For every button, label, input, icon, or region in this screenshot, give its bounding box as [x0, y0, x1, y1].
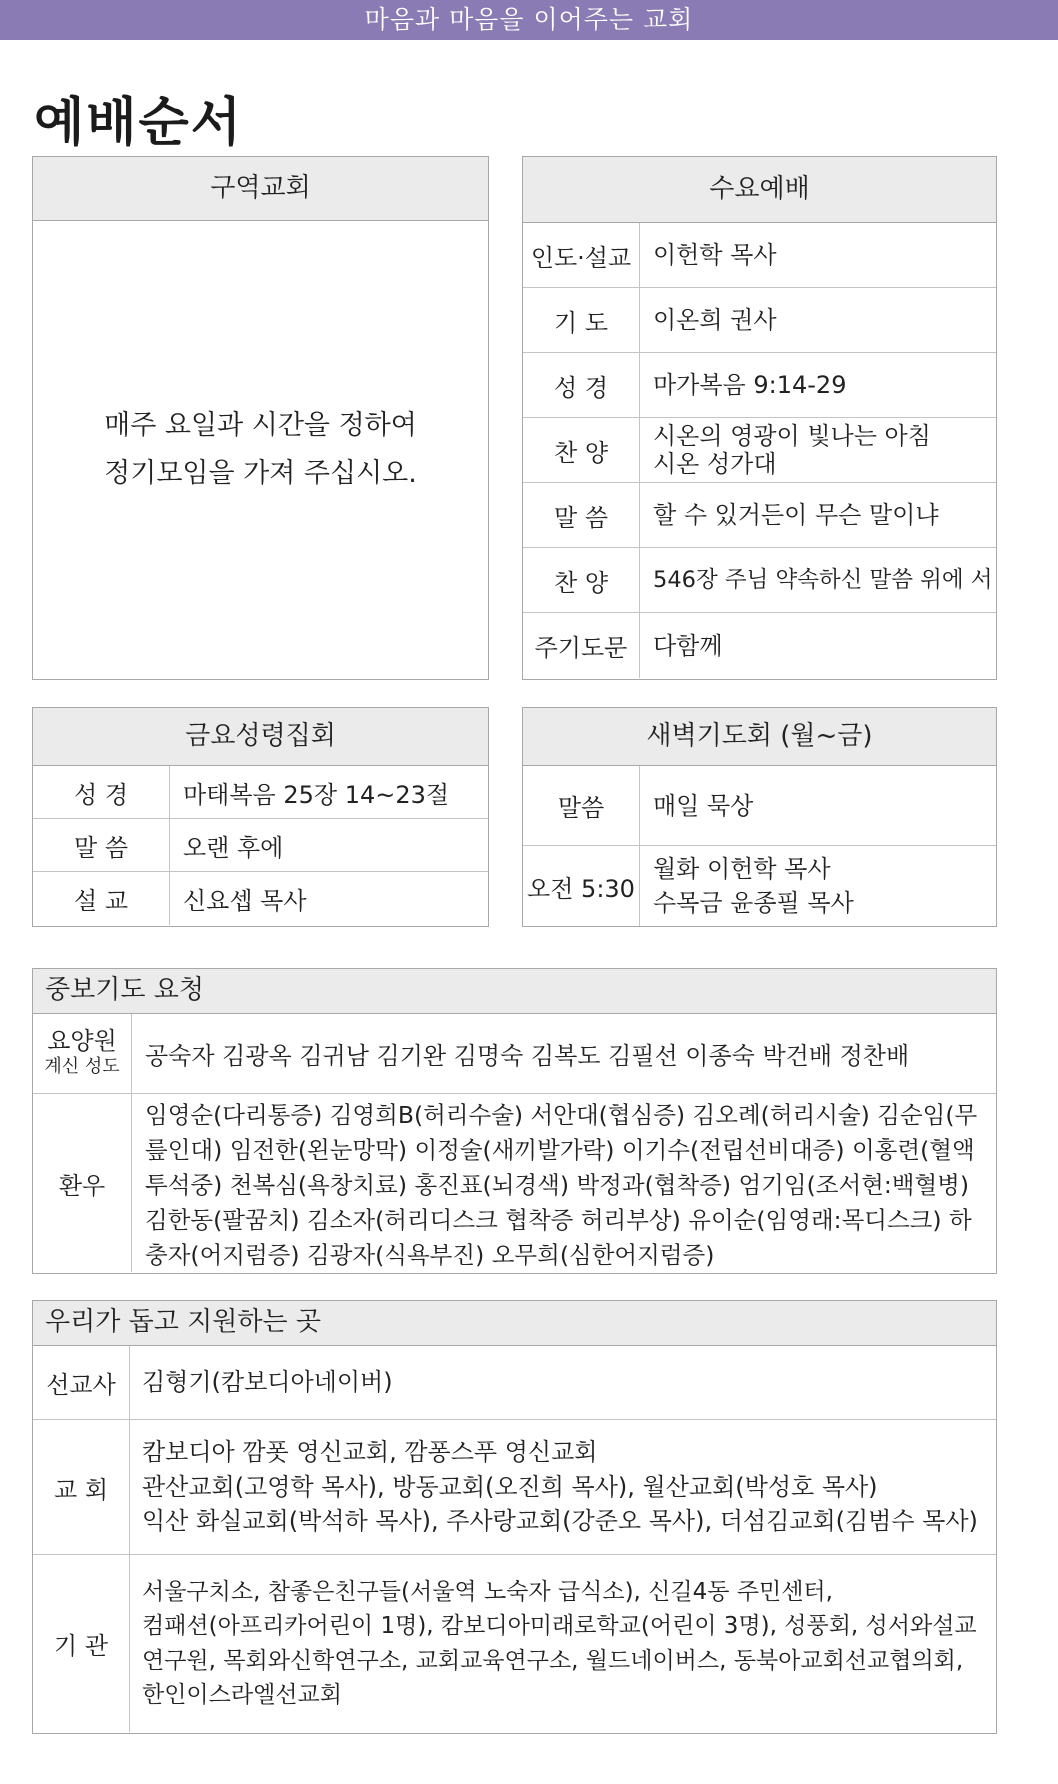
row-label: 오전 5:30: [523, 846, 640, 926]
support-row: [33, 1346, 996, 1420]
service-row: [523, 613, 996, 678]
support-line: 익산 화실교회(박석하 목사), 주사랑교회(강준오 목사), 더섬김교회(김범수 목사): [142, 1507, 978, 1536]
service-row: [523, 483, 996, 548]
row-value: 이헌학 목사: [653, 241, 777, 269]
district-church-line: 매주 요일과 시간을 정하여: [104, 409, 417, 441]
row-value: 이온희 권사: [653, 306, 777, 334]
row-value: [640, 418, 996, 482]
support-row: [33, 1420, 996, 1555]
support-line: 컴패션(아프리카어린이 1명), 캄보디아미래로학교(어린이 3명), 성풍회, 성서와설교: [142, 1613, 977, 1639]
leader-line: 수목금 윤종필 목사: [653, 889, 854, 917]
support-row: [33, 1555, 996, 1732]
row-label-sub: 계신 성도: [44, 1055, 120, 1077]
district-church-line: 정기모임을 가져 주십시오.: [104, 457, 417, 489]
service-row: [523, 766, 996, 846]
hymn-title: 시온의 영광이 빛나는 아침: [653, 422, 931, 450]
support-line: 한인이스라엘선교회: [142, 1682, 342, 1708]
row-value: [130, 1346, 996, 1419]
service-row: [523, 223, 996, 288]
support-line: 김형기(캄보디아네이버): [142, 1368, 393, 1397]
district-church-body: [33, 221, 488, 678]
service-row: [33, 872, 488, 925]
row-label: 말 씀: [33, 819, 170, 871]
support-title: 우리가 돕고 지원하는 곳: [33, 1301, 996, 1346]
support-box: [32, 1300, 997, 1734]
row-label: 기 도: [523, 288, 640, 352]
row-value: 매일 묵상: [653, 791, 754, 820]
row-label: 성 경: [523, 353, 640, 417]
district-church-box: [32, 156, 489, 680]
row-value: 공숙자 김광옥 김귀남 김기완 김명숙 김복도 김필선 이종숙 박건배 정찬배: [145, 1042, 910, 1070]
service-row: [523, 846, 996, 926]
prayer-row: [33, 1094, 996, 1272]
dawn-prayer-title: 새벽기도회 (월~금): [523, 708, 996, 766]
row-value: 다함께: [653, 631, 723, 660]
row-value: [640, 846, 996, 926]
district-church-title: 구역교회: [33, 157, 488, 221]
row-label: 찬 양: [523, 548, 640, 612]
row-value: 마태복음 25장 14~23절: [183, 780, 450, 809]
wednesday-service-title: 수요예배: [523, 157, 996, 223]
row-label: 찬 양: [523, 418, 640, 482]
service-row: [523, 548, 996, 613]
wednesday-service-box: [522, 156, 997, 680]
dawn-prayer-box: [522, 707, 997, 927]
row-label: 선교사: [33, 1346, 130, 1419]
service-row: [523, 288, 996, 353]
row-value: 마가복음 9:14-29: [653, 371, 847, 399]
service-row: [523, 353, 996, 418]
row-value: [130, 1555, 996, 1732]
row-label-main: 요양원: [47, 1026, 117, 1055]
row-label: [33, 1014, 132, 1093]
row-value: 오랜 후에: [183, 833, 284, 862]
row-label: 교 회: [33, 1420, 130, 1554]
support-line: 관산교회(고영학 목사), 방동교회(오진희 목사), 월산교회(박성호 목사): [142, 1472, 878, 1501]
support-line: 캄보디아 깜폿 영신교회, 깜퐁스푸 영신교회: [142, 1438, 598, 1467]
row-label: 설 교: [33, 872, 170, 925]
row-label: 환우: [33, 1094, 132, 1272]
support-line: 서울구치소, 참좋은친구들(서울역 노숙자 급식소), 신길4동 주민센터,: [142, 1578, 833, 1605]
friday-meeting-title: 금요성령집회: [33, 708, 488, 766]
row-label: 말씀: [523, 766, 640, 845]
hymn-performer: 시온 성가대: [653, 450, 777, 478]
service-row: [33, 819, 488, 872]
row-label: 성 경: [33, 766, 170, 818]
row-value: 할 수 있거든이 무슨 말이냐: [653, 501, 939, 529]
service-row: [33, 766, 488, 819]
row-value: [130, 1420, 996, 1554]
prayer-row: [33, 1014, 996, 1094]
support-line: 연구원, 목회와신학연구소, 교회교육연구소, 월드네이버스, 동북아교회선교협의회,: [142, 1647, 964, 1674]
page-title: 예배순서: [34, 93, 243, 153]
row-value: 546장 주님 약속하신 말씀 위에 서: [653, 567, 993, 593]
service-row: [523, 418, 996, 483]
leader-line: 월화 이헌학 목사: [653, 855, 831, 883]
row-label: 인도·설교: [523, 223, 640, 287]
row-value: 임영순(다리통증) 김영희B(허리수술) 서안대(협심증) 김오례(허리시술) 김순임(무릎인대) 임전한(왼눈망막) 이정술(새끼발가락) 이기수(전립선비대증) 이홍련(혈액투석중) 천복심(욕창치료) 홍진표(뇌경색) 박정과(협착증) 엄기임(조서현:백혈병) 김한동(팔꿈치) 김소자(허리디스크 협착증 허리부상) 유이순(임영래:목디스크) 하충자(어지럼증) 김광자(식욕부진) 오무희(심한어지럼증): [145, 1101, 978, 1269]
row-label: 말 씀: [523, 483, 640, 547]
row-label: 주기도문: [523, 613, 640, 678]
top-banner: 마음과 마음을 이어주는 교회: [0, 0, 1058, 40]
row-label: 기 관: [33, 1555, 130, 1732]
friday-meeting-box: [32, 707, 489, 927]
prayer-request-box: [32, 968, 997, 1274]
row-value: 신요셉 목사: [183, 887, 307, 915]
prayer-request-title: 중보기도 요청: [33, 969, 996, 1014]
